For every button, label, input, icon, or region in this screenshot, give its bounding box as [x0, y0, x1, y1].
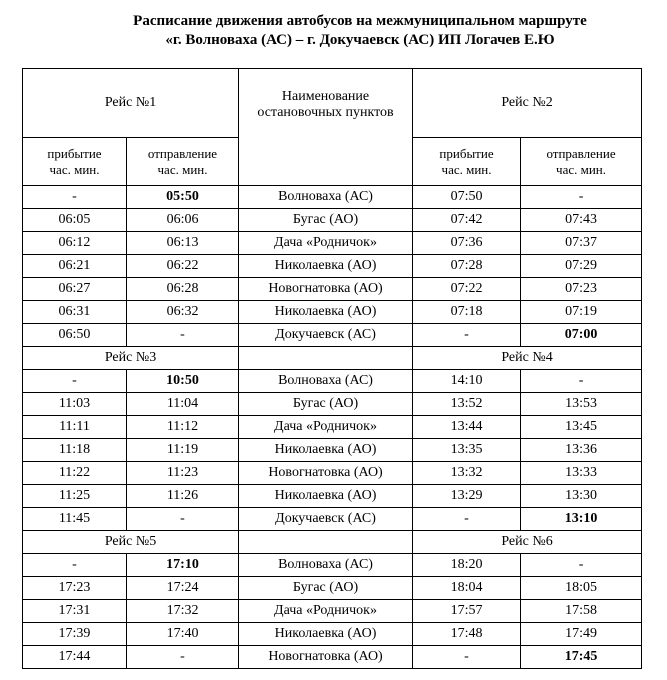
trip-label-left: Рейс №5	[23, 531, 239, 554]
departure-time-outbound: 06:28	[127, 278, 239, 301]
trip-label-left: Рейс №3	[23, 347, 239, 370]
trip-label-right: Рейс №4	[413, 347, 642, 370]
departure-time-return: -	[521, 554, 642, 577]
table-row	[23, 462, 642, 485]
arrival-time-return: 07:28	[413, 255, 521, 278]
title-line-2: «г. Волноваха (АС) – г. Докучаевск (АС) ИП Логачев Е.Ю	[165, 32, 555, 48]
arrival-time-outbound: -	[23, 186, 127, 209]
arrival-time-outbound: 11:18	[23, 439, 127, 462]
stop-name: Дача «Родничок»	[239, 600, 413, 623]
departure-time-return: 13:10	[521, 508, 642, 531]
stop-name: Бугас (АО)	[239, 577, 413, 600]
departure-time-return: 07:19	[521, 301, 642, 324]
table-row	[23, 393, 642, 416]
stop-name: Волноваха (АС)	[239, 554, 413, 577]
arrival-time-outbound: 17:44	[23, 646, 127, 669]
table-row	[23, 278, 642, 301]
arrival-time-outbound: 11:11	[23, 416, 127, 439]
departure-time-outbound: -	[127, 324, 239, 347]
departure-time-return: 07:00	[521, 324, 642, 347]
stop-name: Николаевка (АО)	[239, 485, 413, 508]
trip-label-right: Рейс №6	[413, 531, 642, 554]
time-unit-label: час. мин.	[157, 161, 208, 177]
departure-time-return: 17:49	[521, 623, 642, 646]
arrival-time-return: 13:44	[413, 416, 521, 439]
table-row	[23, 485, 642, 508]
table-row	[23, 186, 642, 209]
arrival-time-outbound: 06:21	[23, 255, 127, 278]
departure-header-2	[521, 138, 642, 186]
arrival-time-return: 17:57	[413, 600, 521, 623]
stop-name: Николаевка (АО)	[239, 255, 413, 278]
stop-name: Николаевка (АО)	[239, 439, 413, 462]
departure-time-outbound: -	[127, 508, 239, 531]
departure-time-outbound: 10:50	[127, 370, 239, 393]
arrival-time-return: 13:35	[413, 439, 521, 462]
arrival-time-outbound: 06:05	[23, 209, 127, 232]
stops-header	[239, 69, 413, 186]
stop-name: Новогнатовка (АО)	[239, 278, 413, 301]
arrival-time-return: -	[413, 508, 521, 531]
table-row	[23, 646, 642, 669]
departure-time-outbound: 11:12	[127, 416, 239, 439]
stop-name: Бугас (АО)	[239, 209, 413, 232]
departure-time-return: -	[521, 370, 642, 393]
table-row	[23, 554, 642, 577]
stop-name: Николаевка (АО)	[239, 623, 413, 646]
arrival-time-outbound: 11:03	[23, 393, 127, 416]
departure-time-outbound: 06:32	[127, 301, 239, 324]
departure-time-return: 07:23	[521, 278, 642, 301]
time-unit-label: час. мин.	[556, 161, 606, 177]
table-row	[23, 232, 642, 255]
departure-time-return: 17:58	[521, 600, 642, 623]
departure-time-outbound: 11:26	[127, 485, 239, 508]
table-row	[23, 623, 642, 646]
stop-name: Николаевка (АО)	[239, 301, 413, 324]
arrival-time-return: 17:48	[413, 623, 521, 646]
departure-time-return: 07:37	[521, 232, 642, 255]
arrival-time-outbound: 11:22	[23, 462, 127, 485]
departure-time-return: 13:30	[521, 485, 642, 508]
arrival-time-return: 14:10	[413, 370, 521, 393]
arrival-time-return: 18:04	[413, 577, 521, 600]
departure-time-return: 13:53	[521, 393, 642, 416]
table-row	[23, 324, 642, 347]
trip-label-row	[23, 347, 642, 370]
departure-label: отправление	[147, 145, 218, 161]
arrival-time-return: 07:42	[413, 209, 521, 232]
departure-time-outbound: 11:19	[127, 439, 239, 462]
table-row	[23, 600, 642, 623]
arrival-time-outbound: 17:23	[23, 577, 127, 600]
arrival-header-2	[413, 138, 521, 186]
stop-name: Новогнатовка (АО)	[239, 462, 413, 485]
table-row	[23, 301, 642, 324]
stop-name: Волноваха (АС)	[239, 370, 413, 393]
stop-name: Волноваха (АС)	[239, 186, 413, 209]
departure-time-return: 13:33	[521, 462, 642, 485]
arrival-label: прибытие	[439, 145, 494, 161]
departure-time-outbound: 17:10	[127, 554, 239, 577]
trip-label-spacer	[239, 347, 413, 370]
arrival-time-return: 13:32	[413, 462, 521, 485]
stops-header-line-1: Наименование	[281, 89, 370, 104]
stop-name: Докучаевск (АС)	[239, 324, 413, 347]
departure-time-outbound: 11:04	[127, 393, 239, 416]
trip-1-header: Рейс №1	[23, 69, 239, 138]
arrival-time-return: -	[413, 324, 521, 347]
stop-name: Дача «Родничок»	[239, 416, 413, 439]
arrival-time-return: 18:20	[413, 554, 521, 577]
departure-time-return: -	[521, 186, 642, 209]
arrival-time-outbound: 06:12	[23, 232, 127, 255]
departure-time-return: 13:45	[521, 416, 642, 439]
departure-label: отправление	[546, 145, 616, 161]
arrival-time-outbound: 06:50	[23, 324, 127, 347]
arrival-time-outbound: 06:27	[23, 278, 127, 301]
arrival-time-return: 07:22	[413, 278, 521, 301]
departure-header-1	[127, 138, 239, 186]
arrival-time-outbound: -	[23, 554, 127, 577]
departure-time-outbound: 05:50	[127, 186, 239, 209]
departure-time-outbound: 06:13	[127, 232, 239, 255]
arrival-label: прибытие	[47, 145, 102, 161]
table-row	[23, 370, 642, 393]
table-row	[23, 209, 642, 232]
arrival-time-outbound: 17:39	[23, 623, 127, 646]
departure-time-return: 07:29	[521, 255, 642, 278]
table-row	[23, 439, 642, 462]
stop-name: Бугас (АО)	[239, 393, 413, 416]
table-row	[23, 255, 642, 278]
stop-name: Докучаевск (АС)	[239, 508, 413, 531]
trip-2-header: Рейс №2	[413, 69, 642, 138]
departure-time-outbound: 11:23	[127, 462, 239, 485]
time-unit-label: час. мин.	[441, 161, 492, 177]
table-row	[23, 577, 642, 600]
time-unit-label: час. мин.	[49, 161, 100, 177]
stop-name: Новогнатовка (АО)	[239, 646, 413, 669]
arrival-time-return: -	[413, 646, 521, 669]
arrival-time-outbound: 17:31	[23, 600, 127, 623]
departure-time-return: 17:45	[521, 646, 642, 669]
departure-time-return: 07:43	[521, 209, 642, 232]
departure-time-outbound: 17:40	[127, 623, 239, 646]
stop-name: Дача «Родничок»	[239, 232, 413, 255]
arrival-time-return: 07:18	[413, 301, 521, 324]
departure-time-outbound: -	[127, 646, 239, 669]
departure-time-return: 18:05	[521, 577, 642, 600]
stops-header-line-2: остановочных пунктов	[257, 105, 394, 120]
departure-time-outbound: 06:22	[127, 255, 239, 278]
arrival-time-return: 07:50	[413, 186, 521, 209]
trip-label-spacer	[239, 531, 413, 554]
arrival-time-outbound: -	[23, 370, 127, 393]
title-line-1: Расписание движения автобусов на межмуниципальном маршруте	[133, 13, 587, 29]
departure-time-outbound: 17:24	[127, 577, 239, 600]
arrival-time-outbound: 06:31	[23, 301, 127, 324]
departure-time-return: 13:36	[521, 439, 642, 462]
arrival-time-return: 07:36	[413, 232, 521, 255]
table-row	[23, 416, 642, 439]
arrival-time-outbound: 11:45	[23, 508, 127, 531]
trip-label-row	[23, 531, 642, 554]
arrival-time-return: 13:29	[413, 485, 521, 508]
arrival-header-1	[23, 138, 127, 186]
departure-time-outbound: 17:32	[127, 600, 239, 623]
departure-time-outbound: 06:06	[127, 209, 239, 232]
document-title	[60, 12, 660, 50]
schedule-table	[22, 68, 642, 669]
arrival-time-outbound: 11:25	[23, 485, 127, 508]
table-row	[23, 508, 642, 531]
header-row	[23, 69, 642, 138]
arrival-time-return: 13:52	[413, 393, 521, 416]
